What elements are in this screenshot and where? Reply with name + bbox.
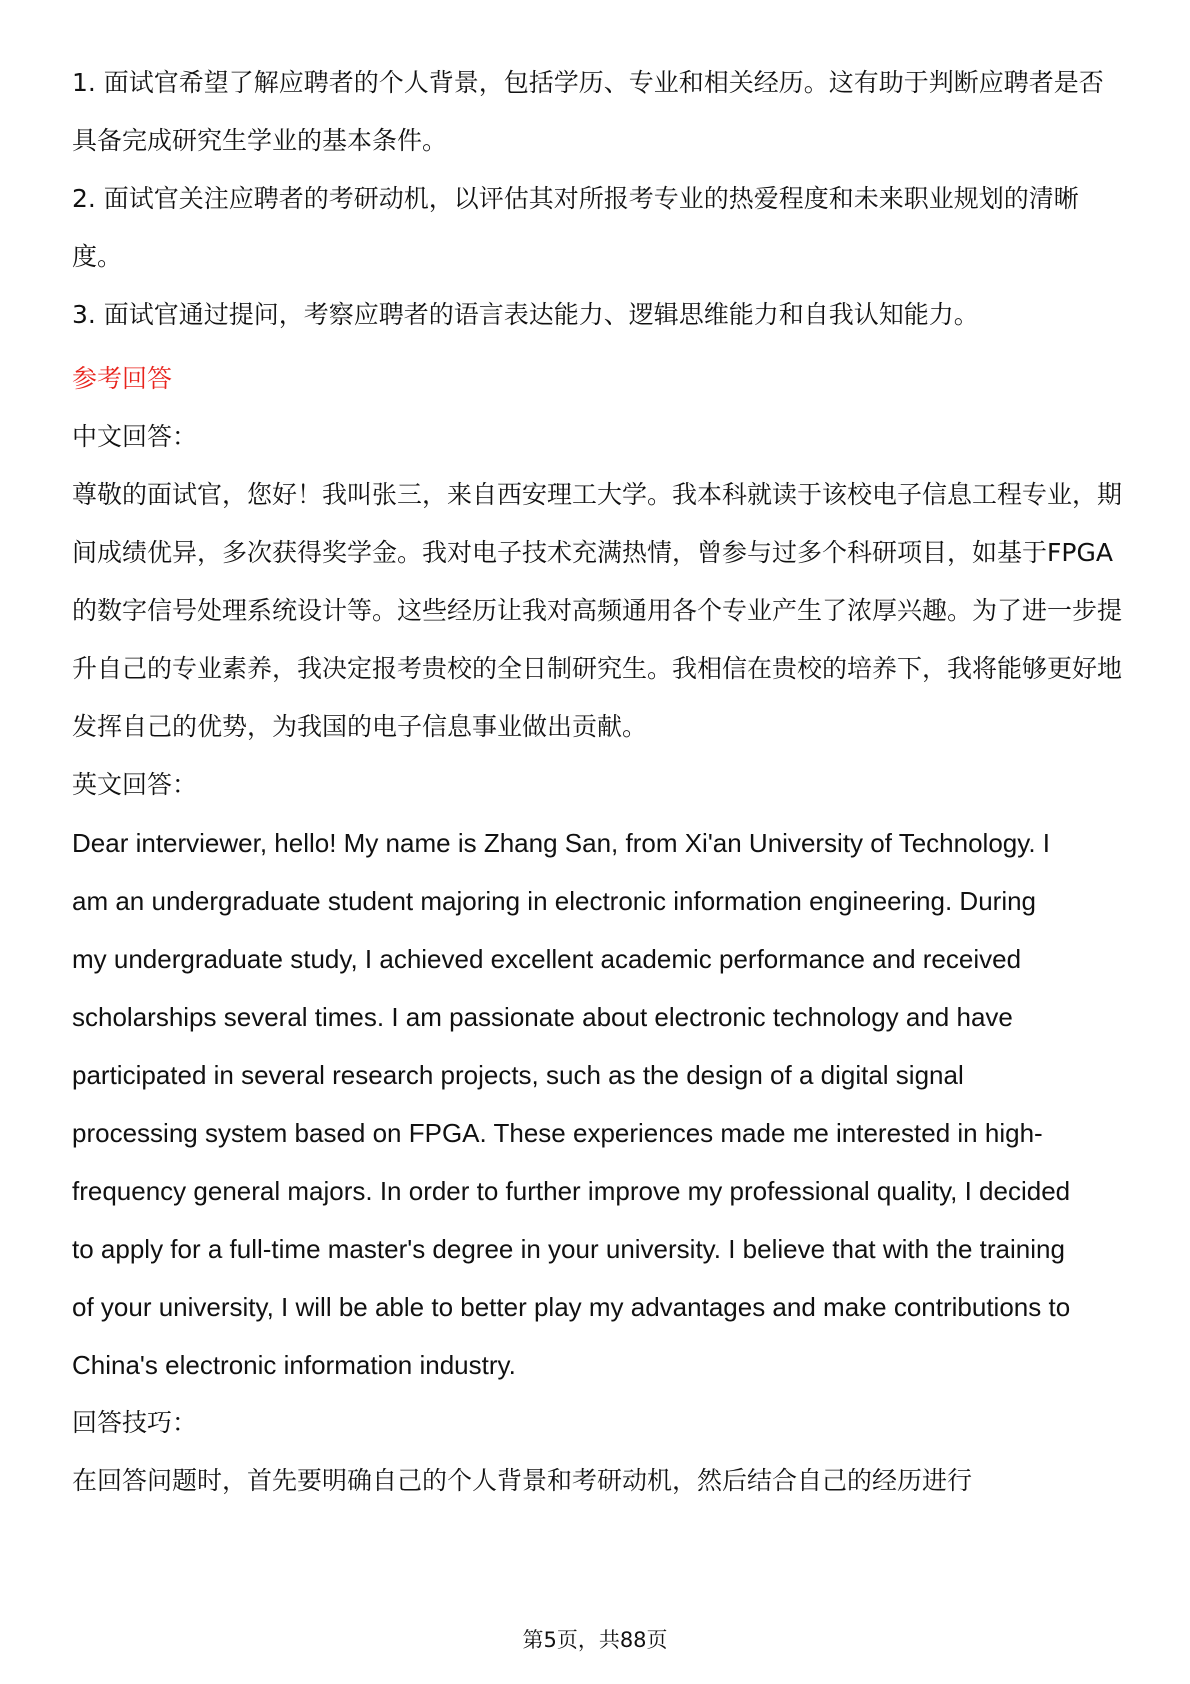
english-answer-text: Dear interviewer, hello! My name is Zhang San, from Xi'an University of Technology. I am an undergraduate student majoring in electronic information engineering. During my undergraduate study, I achieved excellent academic performance and received scholarships several times. I am passionate about electronic technology and have participated in several research projects, such as the design of a digital signal processing system based on FPGA. These experiences made me interested in high-frequency general majors. In order to further improve my professional quality, I decided to apply for a full-time master's degree in your university. I believe that with the training of your university, I will be able to better play my advantages and make contributions to China's electronic information industry.: [72, 828, 1071, 1380]
reference-heading: 参考回答: [72, 364, 173, 393]
page-number-footer: 第5页，共88页: [522, 1628, 668, 1652]
chinese-answer-label: 中文回答：: [72, 422, 198, 451]
point-2: 2. 面试官关注应聘者的考研动机，以评估其对所报考专业的热爱程度和未来职业规划的清晰度。: [72, 184, 1079, 271]
tips-text: 在回答问题时，首先要明确自己的个人背景和考研动机，然后结合自己的经历进行: [72, 1466, 973, 1495]
page-content: [72, 54, 1124, 1510]
tips-label: 回答技巧：: [72, 1408, 198, 1437]
english-answer-label: 英文回答：: [72, 770, 198, 799]
point-1: 1. 面试官希望了解应聘者的个人背景，包括学历、专业和相关经历。这有助于判断应聘者是否具备完成研究生学业的基本条件。: [72, 68, 1104, 155]
chinese-answer-text: 尊敬的面试官，您好！我叫张三，来自西安理工大学。我本科就读于该校电子信息工程专业，期间成绩优异，多次获得奖学金。我对电子技术充满热情，曾参与过多个科研项目，如基于FPGA的数字信号处理系统设计等。这些经历让我对高频通用各个专业产生了浓厚兴趣。为了进一步提升自己的专业素养，我决定报考贵校的全日制研究生。我相信在贵校的培养下，我将能够更好地发挥自己的优势，为我国的电子信息事业做出贡献。: [72, 480, 1123, 741]
point-3: 3. 面试官通过提问，考察应聘者的语言表达能力、逻辑思维能力和自我认知能力。: [72, 300, 979, 329]
